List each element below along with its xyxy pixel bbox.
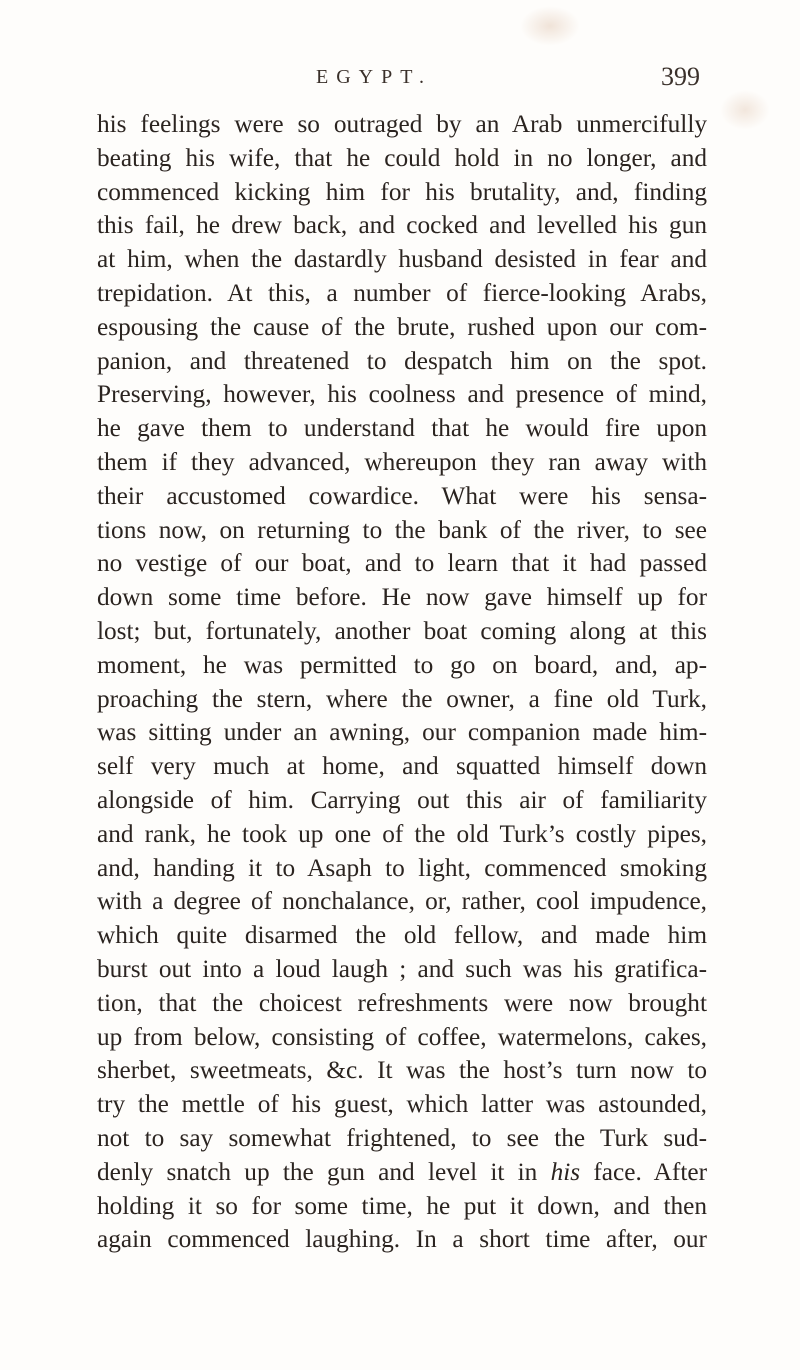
text-line: moment, he was permitted to go on board, and, ap- — [97, 650, 707, 679]
text-line-with-italic — [97, 1156, 707, 1190]
text-line: down some time before. He now gave himself up for — [97, 583, 707, 612]
text-line: was sitting under an awning, our companion made him- — [97, 718, 707, 747]
text-line: holding it so for some time, he put it down, and then — [97, 1191, 707, 1220]
text-line: trepidation. At this, a number of fierce-looking Arabs, — [97, 278, 707, 307]
text-line: not to say somewhat frightened, to see the Turk sud- — [97, 1123, 707, 1152]
text-line: tions now, on returning to the bank of the river, to see — [97, 515, 707, 544]
text-line: at him, when the dastardly husband desisted in fear and — [97, 245, 707, 274]
text-line: and rank, he took up one of the old Turk’s costly pipes, — [97, 819, 707, 848]
text-line: up from below, consisting of coffee, watermelons, cakes, — [97, 1022, 707, 1051]
running-head — [0, 62, 800, 98]
text-line: Preserving, however, his coolness and presence of mind, — [97, 380, 707, 409]
italic-emphasis: his — [550, 1157, 581, 1186]
text-line: try the mettle of his guest, which latter was astounded, — [97, 1090, 707, 1119]
text-line: sherbet, sweetmeats, &c. It was the host’s turn now to — [97, 1056, 707, 1085]
text-fragment: denly snatch up the gun and level it in — [97, 1157, 551, 1186]
text-line: espousing the cause of the brute, rushed upon our com- — [97, 312, 707, 341]
text-line: self very much at home, and squatted himself down — [97, 752, 707, 781]
text-line: he gave them to understand that he would fire upon — [97, 414, 707, 443]
text-line: no vestige of our boat, and to learn that it had passed — [97, 549, 707, 578]
body-text — [97, 108, 707, 1257]
running-title: EGYPT. — [316, 66, 432, 88]
text-line: which quite disarmed the old fellow, and made him — [97, 921, 707, 950]
text-line: panion, and threatened to despatch him on the spot. — [97, 346, 707, 375]
text-line: beating his wife, that he could hold in no longer, and — [97, 143, 707, 172]
text-line: their accustomed cowardice. What were his sensa- — [97, 481, 707, 510]
page-number: 399 — [661, 62, 700, 91]
text-line: lost; but, fortunately, another boat coming along at this — [97, 616, 707, 645]
text-line: them if they advanced, whereupon they ran away with — [97, 447, 707, 476]
paper-stain — [520, 6, 580, 46]
text-line: again commenced laughing. In a short time after, our — [97, 1225, 707, 1254]
text-line: this fail, he drew back, and cocked and levelled his gun — [97, 211, 707, 240]
text-fragment: face. After — [580, 1157, 708, 1186]
text-line: his feelings were so outraged by an Arab unmercifully — [97, 110, 707, 138]
text-line: commenced kicking him for his brutality, and, finding — [97, 177, 707, 206]
text-line: burst out into a loud laugh ; and such was his gratifica- — [97, 954, 707, 983]
text-line: alongside of him. Carrying out this air of familiarity — [97, 785, 707, 814]
text-line: tion, that the choicest refreshments were now brought — [97, 988, 707, 1017]
text-line: proaching the stern, where the owner, a fine old Turk, — [97, 684, 707, 713]
text-line: and, handing it to Asaph to light, commenced smoking — [97, 853, 707, 882]
text-line: with a degree of nonchalance, or, rather, cool impudence, — [97, 887, 707, 916]
